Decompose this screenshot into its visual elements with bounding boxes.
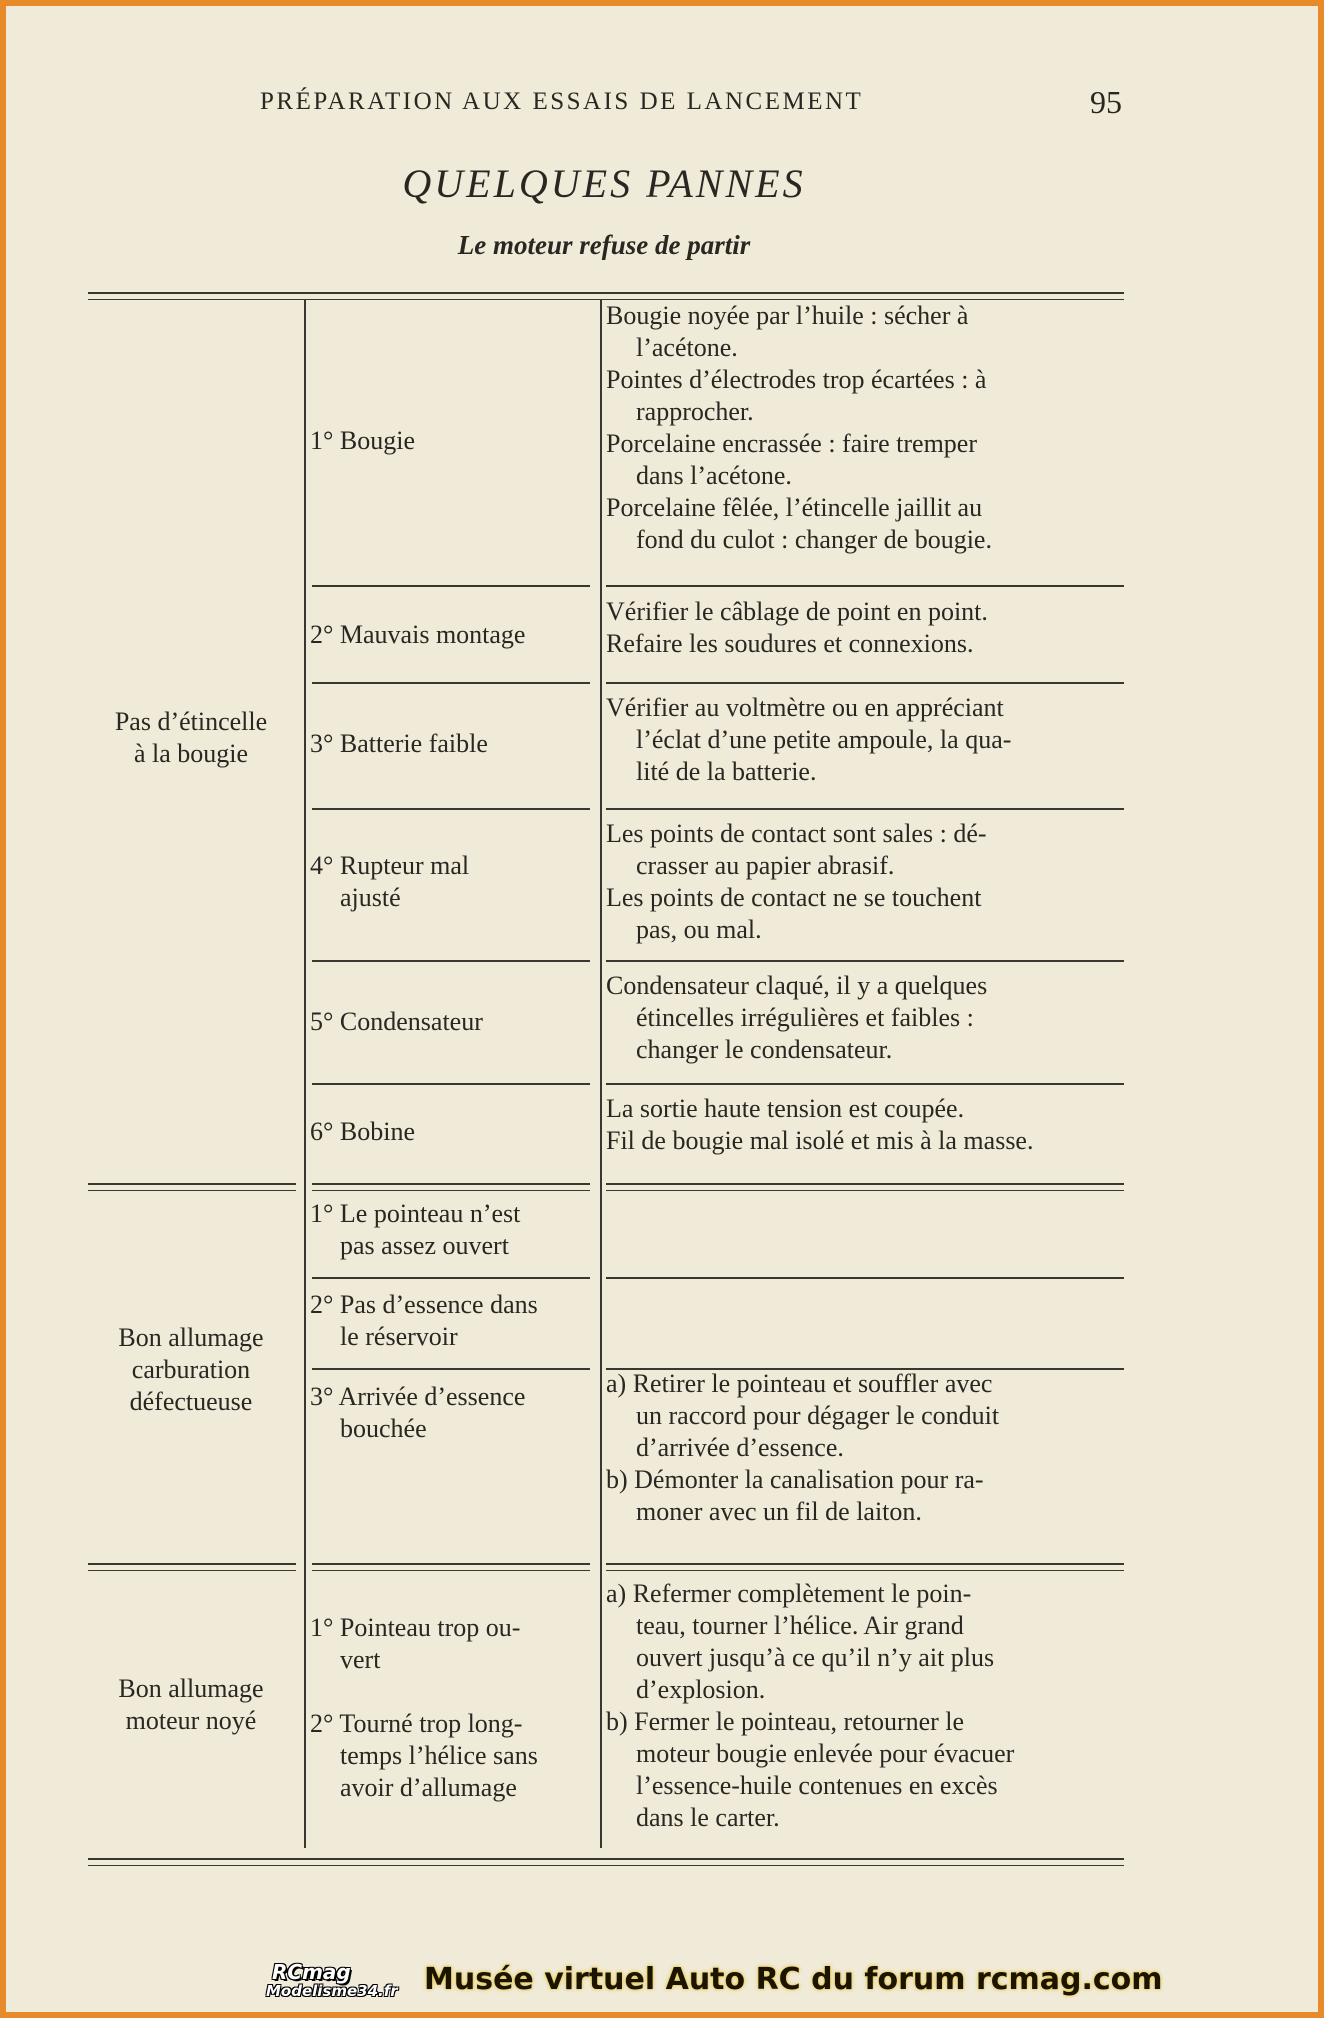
remedy-cell-line: pas, ou mal.: [636, 915, 762, 944]
remedy-cell: [606, 300, 1124, 556]
cause-row-rule: [312, 682, 590, 684]
cause-cell-line: le réservoir: [340, 1322, 458, 1351]
remedy-cell-line: Condensateur claqué, il y a quelques: [606, 971, 988, 1000]
page-header: [260, 84, 1130, 124]
remedy-cell: [606, 1093, 1124, 1157]
cause-cell-line: 2° Tourné trop long-: [310, 1709, 523, 1738]
cause-cell-line: ajusté: [340, 883, 401, 912]
remedy-cell-line: Porcelaine encrassée : faire tremper: [606, 429, 978, 458]
remedy-cell-line: Les points de contact sont sales : dé-: [606, 819, 987, 848]
category-cell-line: Pas d’étincelle: [114, 707, 268, 736]
cause-cell-line: 1° Le pointeau n’est: [310, 1199, 521, 1228]
footer-text: Musée virtuel Auto RC du forum rcmag.com: [424, 1962, 1163, 1997]
cause-cell-line: 6° Bobine: [310, 1117, 416, 1146]
remedy-cell: [606, 970, 1124, 1066]
rcmag-logo: [266, 1962, 416, 2002]
cause-cell-line: 3° Batterie faible: [310, 729, 488, 758]
cause-row-rule: [312, 1083, 590, 1085]
remedy-cell-line: b) Fermer le pointeau, retourner le: [606, 1707, 965, 1736]
cause-cell: [310, 850, 592, 914]
remedy-cell-line: a) Refermer complètement le poin-: [606, 1579, 972, 1608]
cause-cell-line: 3° Arrivée d’essence: [310, 1382, 526, 1411]
cause-cell-line: 1° Pointeau trop ou-: [310, 1613, 521, 1642]
page-subtitle: Le moteur refuse de partir: [457, 230, 751, 260]
remedy-row-rule: [606, 682, 1124, 684]
remedy-row-rule: [606, 960, 1124, 962]
cause-cell-line: [310, 1676, 592, 1708]
category-group-rule: [88, 1563, 296, 1565]
cause-cell: [310, 619, 592, 651]
cause-cell-line: 2° Mauvais montage: [310, 620, 526, 649]
running-head: PRÉPARATION AUX ESSAIS DE LANCEMENT: [260, 88, 864, 115]
remedy-group-rule: [606, 1563, 1124, 1565]
remedy-row-rule: [606, 1083, 1124, 1085]
remedy-cell-line: Pointes d’électrodes trop écartées : à: [606, 365, 987, 394]
cause-cell: [310, 1116, 592, 1148]
category-column-divider: [304, 300, 306, 1848]
cause-column-divider: [600, 300, 602, 1848]
remedy-cell-line: Fil de bougie mal isolé et mis à la masse.: [606, 1126, 1034, 1155]
remedy-cell-line: crasser au papier abrasif.: [636, 851, 895, 880]
remedy-cell-line: Bougie noyée par l’huile : sécher à: [606, 301, 969, 330]
cause-cell: [310, 1006, 592, 1038]
cause-row-rule: [312, 1368, 590, 1370]
remedy-row-rule: [606, 1277, 1124, 1279]
remedy-cell-line: Refaire les soudures et connexions.: [606, 629, 974, 658]
remedy-cell-line: Les points de contact ne se touchent: [606, 883, 982, 912]
remedy-cell-line: Vérifier au voltmètre ou en appréciant: [606, 693, 1004, 722]
remedy-cell-line: lité de la batterie.: [636, 757, 817, 786]
category-cell-line: à la bougie: [133, 739, 249, 768]
remedy-cell-line: rapprocher.: [636, 397, 754, 426]
remedy-cell-line: dans le carter.: [636, 1803, 780, 1832]
category-cell-line: Bon allumage: [118, 1674, 264, 1703]
cause-group-rule: [312, 1563, 590, 1565]
cause-cell-line: pas assez ouvert: [340, 1231, 509, 1260]
cause-row-rule: [312, 808, 590, 810]
remedy-row-rule: [606, 808, 1124, 810]
remedy-cell-line: Porcelaine fêlée, l’étincelle jaillit au: [606, 493, 983, 522]
remedy-cell-line: l’éclat d’une petite ampoule, la qua-: [636, 725, 1012, 754]
cause-cell: [310, 1381, 592, 1445]
remedy-cell-line: a) Retirer le pointeau et souffler avec: [606, 1369, 993, 1398]
cause-cell-line: 4° Rupteur mal: [310, 851, 470, 880]
table-top-rule: [88, 292, 1124, 294]
cause-group-rule: [312, 1183, 590, 1185]
cause-row-rule: [312, 1277, 590, 1279]
remedy-cell: [606, 1578, 1124, 1834]
remedy-row-rule: [606, 585, 1124, 587]
remedy-cell-line: d’arrivée d’essence.: [636, 1433, 844, 1462]
cause-row-rule: [312, 585, 590, 587]
remedy-cell: [606, 692, 1124, 788]
remedy-cell-line: La sortie haute tension est coupée.: [606, 1094, 965, 1123]
remedy-cell-line: dans l’acétone.: [636, 461, 792, 490]
category-cell-line: Bon allumage: [118, 1323, 264, 1352]
cause-cell-line: bouchée: [340, 1414, 427, 1443]
remedy-cell-line: moner avec un fil de laiton.: [636, 1497, 922, 1526]
remedy-cell-line: moteur bougie enlevée pour évacuer: [636, 1739, 1015, 1768]
cause-cell-line: 1° Bougie: [310, 426, 416, 455]
remedy-cell: [606, 818, 1124, 946]
remedy-cell-line: b) Démonter la canalisation pour ra-: [606, 1465, 984, 1494]
cause-cell: [310, 425, 592, 457]
cause-cell-line: temps l’hélice sans: [340, 1741, 538, 1770]
remedy-group-rule: [606, 1183, 1124, 1185]
remedy-cell-line: teau, tourner l’hélice. Air grand: [636, 1611, 964, 1640]
category-cell: [86, 706, 296, 770]
remedy-cell-line: un raccord pour dégager le conduit: [636, 1401, 1000, 1430]
remedy-cell: [606, 596, 1124, 660]
cause-cell-line: avoir d’allumage: [340, 1773, 517, 1802]
cause-cell: [310, 728, 592, 760]
table-bottom-rule: [88, 1858, 1124, 1860]
category-group-rule: [88, 1183, 296, 1185]
remedy-cell-line: fond du culot : changer de bougie.: [636, 525, 992, 554]
remedy-cell-line: ouvert jusqu’à ce qu’il n’y ait plus: [636, 1643, 995, 1672]
remedy-cell-line: étincelles irrégulières et faibles :: [636, 1003, 974, 1032]
remedy-cell: [606, 1368, 1124, 1528]
cause-cell: [310, 1612, 592, 1804]
category-cell: [86, 1673, 296, 1737]
category-cell-line: moteur noyé: [125, 1706, 257, 1735]
category-cell: [86, 1322, 296, 1418]
cause-cell-line: 2° Pas d’essence dans: [310, 1290, 538, 1319]
cause-row-rule: [312, 960, 590, 962]
remedy-cell-line: Vérifier le câblage de point en point.: [606, 597, 988, 626]
category-cell-line: défectueuse: [129, 1387, 253, 1416]
footer-banner: [266, 1960, 1163, 2002]
page-title: QUELQUES PANNES: [402, 161, 806, 206]
remedy-cell-line: d’explosion.: [636, 1675, 766, 1704]
cause-cell: [310, 1289, 592, 1353]
cause-cell-line: 5° Condensateur: [310, 1007, 483, 1036]
category-cell-line: carburation: [131, 1355, 251, 1384]
logo-line2: Modelisme34.fr: [266, 1982, 398, 2000]
remedy-cell-line: changer le condensateur.: [636, 1035, 893, 1064]
remedy-cell-line: l’essence-huile contenues en excès: [636, 1771, 998, 1800]
page-number: 95: [1090, 84, 1122, 120]
cause-cell-line: vert: [340, 1645, 381, 1674]
logo-line1: RCmag: [272, 1960, 351, 1984]
remedy-cell-line: l’acétone.: [636, 333, 738, 362]
cause-cell: [310, 1198, 592, 1262]
